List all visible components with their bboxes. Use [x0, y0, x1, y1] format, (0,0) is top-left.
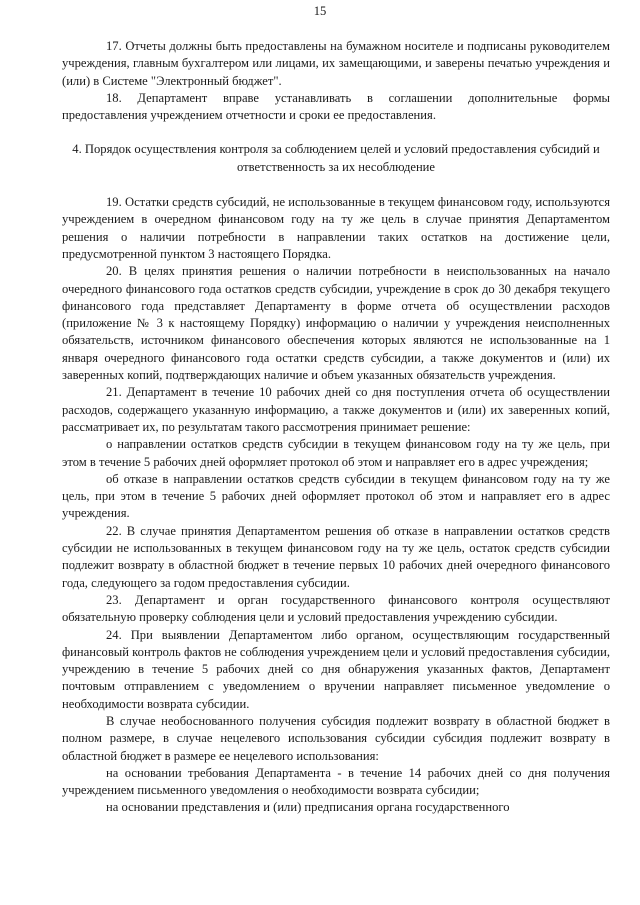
paragraph-21-option-approve: о направлении остатков средств субсидии в текущем финансовом году на ту же цель, при этом в течение 5 рабочих дней оформляет протокол об этом и направляет его в адрес учреждения;: [62, 437, 610, 469]
paragraph-refund-conditions: В случае необоснованного получения субсидия подлежит возврату в областной бюджет в полном размере, в случае нецелевого использования субсидии субсидия подлежит возврату в областной бюджет в размере ее нецелевого использования:: [62, 713, 610, 763]
paragraph-22: 22. В случае принятия Департаментом решения об отказе в направлении остатков средств субсидии не использованных в текущем финансовом году на ту же цель, остаток средств субсидии подлежит возврату в областной бюджет в течение первых 10 рабочих дней очередного финансового года, следующего за годом предоставления субсидии.: [62, 523, 610, 590]
paragraph-21: 21. Департамент в течение 10 рабочих дней со дня поступления отчета об осуществлении расходов, содержащего указанную информацию, а также документов и (или) их заверенных копий, рассматривает их, по результатам такого рассмотрения принимает решение:: [62, 385, 610, 434]
paragraph-24: 24. При выявлении Департаментом либо органом, осуществляющим государственный финансовый контроль фактов не соблюдения учреждением цели и условий предоставления субсидии, учреждению в течение 5 рабочих дней со дня обнаружения указанных фактов, Департамент почтовым отправлением с уведомлением о вручении направляет письменное уведомление о необходимости возврата субсидии.: [62, 627, 610, 711]
page-number: 15: [313, 4, 327, 18]
paragraph-19: 19. Остатки средств субсидий, не использованные в текущем финансовом году, используются учреждением в очередном финансовом году на ту же цель в случае принятия Департаментом решения о наличии потребности в направлении таких остатков на достижение цели, предусмотренной пунктом 3 настоящего Порядка.: [62, 195, 610, 261]
paragraph-17: 17. Отчеты должны быть предоставлены на бумажном носителе и подписаны руководителем учреждения, главным бухгалтером или лицами, их замещающими, и заверены печатью учреждения и (или) в Системе "Электронный бюджет".: [62, 39, 610, 88]
paragraph-20: 20. В целях принятия решения о наличии потребности в неиспользованных на начало очередного финансового года остатков средств субсидии, учреждение в срок до 30 декабря текущего финансового года представляет Департаменту в форме отчета об осуществлении расходов (приложение № 3 к настоящему Порядку) информацию о наличии у учреждения неисполненных обязательств, источником финансового обеспечения которых являются не использованные на 1 января очередного финансового года остатки средств субсидии, а также документов и (или) их заверенных копий, подтверждающих наличие и объем указанных обязательств учреждения.: [62, 264, 610, 383]
paragraph-18: 18. Департамент вправе устанавливать в соглашении дополнительные формы предоставления учреждением отчетности и сроки ее предоставления.: [62, 90, 610, 123]
section-title: 4. Порядок осуществления контроля за соблюдением целей и условий предоставления субсидий и ответственность за их несоблюдение: [72, 142, 600, 174]
paragraph-refund-control-body: на основании представления и (или) предписания органа государственного: [106, 800, 510, 815]
paragraph-23: 23. Департамент и орган государственного финансового контроля осуществляют обязательную проверку соблюдения цели и условий предоставления учреждению субсидии.: [62, 592, 610, 625]
document-body: [62, 38, 610, 817]
paragraph-refund-department: на основании требования Департамента - в течение 14 рабочих дней со дня получения учреждением письменного уведомления о необходимости возврата субсидии;: [62, 765, 610, 798]
paragraph-21-option-refuse: об отказе в направлении остатков средств субсидии в текущем финансовом году на ту же цель, при этом в течение 5 рабочих дней оформляет протокол об этом и направляет его в адрес учреждения.: [62, 471, 610, 521]
